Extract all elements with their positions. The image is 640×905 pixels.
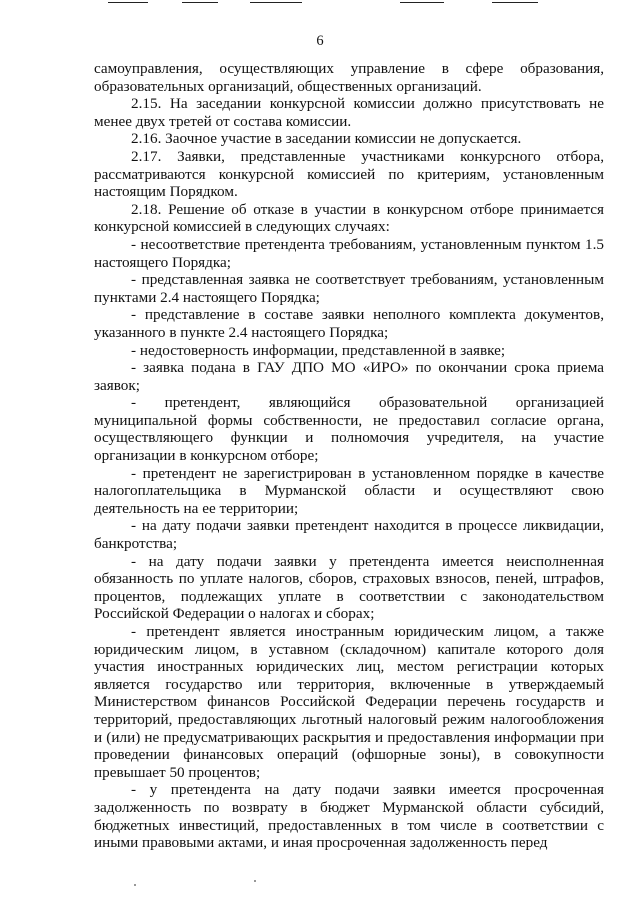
scan-top-marks — [0, 0, 640, 6]
paragraph: 2.16. Заочное участие в заседании комиссии не допускается. — [131, 130, 522, 148]
list-item: - на дату подачи заявки претендент находится в процессе ликвидации, банкротства; — [94, 517, 604, 553]
scan-speck — [254, 880, 256, 882]
list-item: - представленная заявка не соответствует требованиям, установленным пунктами 2.4 настоящего Порядка; — [94, 271, 604, 306]
list-item: - претендент, являющийся образовательной организацией муниципальной формы собственности, не предоставил согласие органа, осуществляющего функции и полномочия учредителя, на участие организации в конкурсном отборе; — [94, 394, 604, 465]
list-item: - несоответствие претендента требованиям, установленным пунктом 1.5 настоящего Порядка; — [94, 235, 604, 271]
document-body — [94, 60, 604, 852]
paragraph: 2.15. На заседании конкурсной комиссии должно присутствовать не менее двух третей от состава комиссии. — [94, 95, 604, 130]
list-item: - претендент не зарегистрирован в установленном порядке в качестве налогоплательщика в Мурманской области и осуществляют свою деятельность на ее территории; — [94, 464, 604, 517]
list-item: - на дату подачи заявки у претендента имеется неисполненная обязанность по уплате налогов, сборов, страховых взносов, пеней, штрафов, процентов, подлежащих уплате в соответствии с законодательством Российской Федерации о налогах и сборах; — [94, 552, 604, 623]
scan-speck — [134, 884, 136, 886]
paragraph: 2.18. Решение об отказе в участии в конкурсном отборе принимается конкурсной комиссией в следующих случаях: — [94, 200, 604, 236]
list-item: - у претендента на дату подачи заявки имеется просроченная задолженность по возврату в бюджет Мурманской области субсидий, бюджетных инвестиций, предоставленных в том числе в соответствии с иными правовыми актами, и иная просроченная задолженность перед — [94, 781, 604, 852]
list-item: - претендент является иностранным юридическим лицом, а также юридическим лицом, в уставном (складочном) капитале которого доля участия иностранных юридических лиц, местом регистрации которых является государство или территория, включенные в утверждаемый Министерством финансов Российской Федерации перечень государств и территорий, предоставляющих льготный налоговый режим налогообложения и (или) не предусматривающих раскрытия и предоставления информации при проведении финансовых операций (офшорные зоны), в совокупности превышает 50 процентов; — [94, 623, 604, 781]
list-item: - недостоверность информации, представленной в заявке; — [131, 341, 506, 359]
list-item: - представление в составе заявки неполного комплекта документов, указанного в пункте 2.4 настоящего Порядка; — [94, 306, 604, 341]
paragraph: 2.17. Заявки, представленные участниками конкурсного отбора, рассматриваются конкурсной комиссией по критериям, установленным настоящим Порядком. — [94, 147, 604, 201]
paragraph: самоуправления, осуществляющих управление в сфере образования, образовательных организаций, общественных организаций. — [94, 60, 604, 95]
page-number: 6 — [316, 33, 324, 49]
list-item: - заявка подана в ГАУ ДПО МО «ИРО» по окончании срока приема заявок; — [94, 359, 604, 394]
